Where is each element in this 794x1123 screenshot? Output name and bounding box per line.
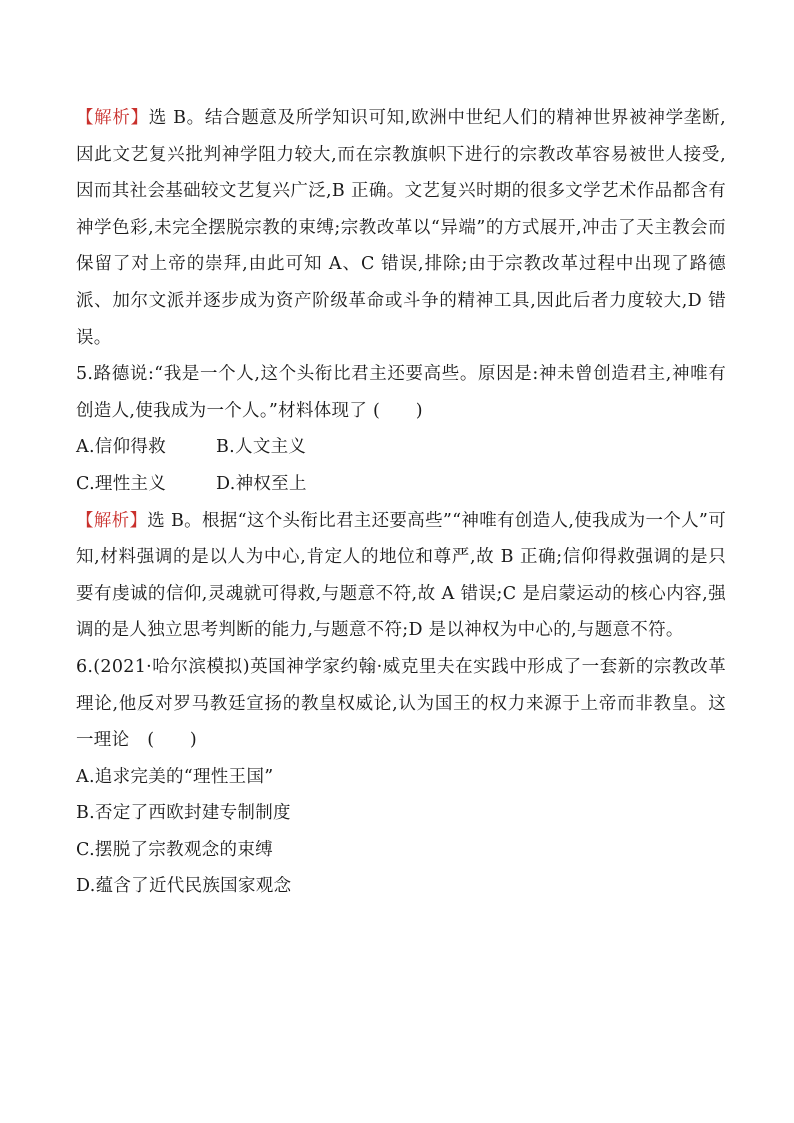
document-page xyxy=(76,100,726,905)
q5-option-d[interactable]: D.神权至上 xyxy=(216,473,307,494)
analysis-block-q4 xyxy=(76,100,726,356)
question-5-stem: 5.路德说:“我是一个人,这个头衔比君主还要高些。原因是:神未曾创造君主,神唯有创造人,使我成为一个人。”材料体现了 ( ) xyxy=(76,364,726,421)
q5-option-c[interactable]: C.理性主义 xyxy=(76,473,167,494)
analysis-tag: 【解析】 xyxy=(76,510,148,531)
analysis-block-q5 xyxy=(76,503,726,649)
analysis-tag: 【解析】 xyxy=(76,108,149,128)
q5-option-b[interactable]: B.人文主义 xyxy=(216,437,307,458)
q6-option-c[interactable]: C.摆脱了宗教观念的束缚 xyxy=(76,839,273,860)
analysis-text-q4: 选 B。结合题意及所学知识可知,欧洲中世纪人们的精神世界被神学垄断,因此文艺复兴批判神学阻力较大,而在宗教旗帜下进行的宗教改革容易被世人接受,因而其社会基础较文艺复兴广泛,B 正确。文艺复兴时期的很多文学艺术作品都含有神学色彩,未完全摆脱宗教的束缚;宗教改革以“异端”的方式展开,冲击了天主教会而保留了对上帝的崇拜,由此可知 A、C 错误,排除;由于宗教改革过程中出现了路德派、加尔文派并逐步成为资产阶级革命或斗争的精神工具,因此后者力度较大,D 错误。 xyxy=(76,108,726,348)
question-6-stem: 6.(2021·哈尔滨模拟)英国神学家约翰·威克里夫在实践中形成了一套新的宗教改革理论,他反对罗马教廷宣扬的教皇权威论,认为国王的权力来源于上帝而非教皇。这一理论 ( ) xyxy=(76,656,726,751)
q6-option-b[interactable]: B.否定了西欧封建专制制度 xyxy=(76,803,291,824)
q6-option-a[interactable]: A.追求完美的“理性王国” xyxy=(76,766,274,787)
analysis-text-q5: 选 B。根据“这个头衔比君主还要高些”“神唯有创造人,使我成为一个人”可知,材料强调的是以人为中心,肯定人的地位和尊严,故 B 正确;信仰得救强调的是只要有虔诚的信仰,灵魂就可得救,与题意不符,故 A 错误;C 是启蒙运动的核心内容,强调的是人独立思考判断的能力,与题意不符;D 是以神权为中心的,与题意不符。 xyxy=(76,510,726,641)
q6-option-d[interactable]: D.蕴含了近代民族国家观念 xyxy=(76,876,292,897)
q5-options-row-2 xyxy=(76,466,726,503)
q5-option-a[interactable]: A.信仰得救 xyxy=(76,437,167,458)
q5-options-row-1 xyxy=(76,429,726,466)
